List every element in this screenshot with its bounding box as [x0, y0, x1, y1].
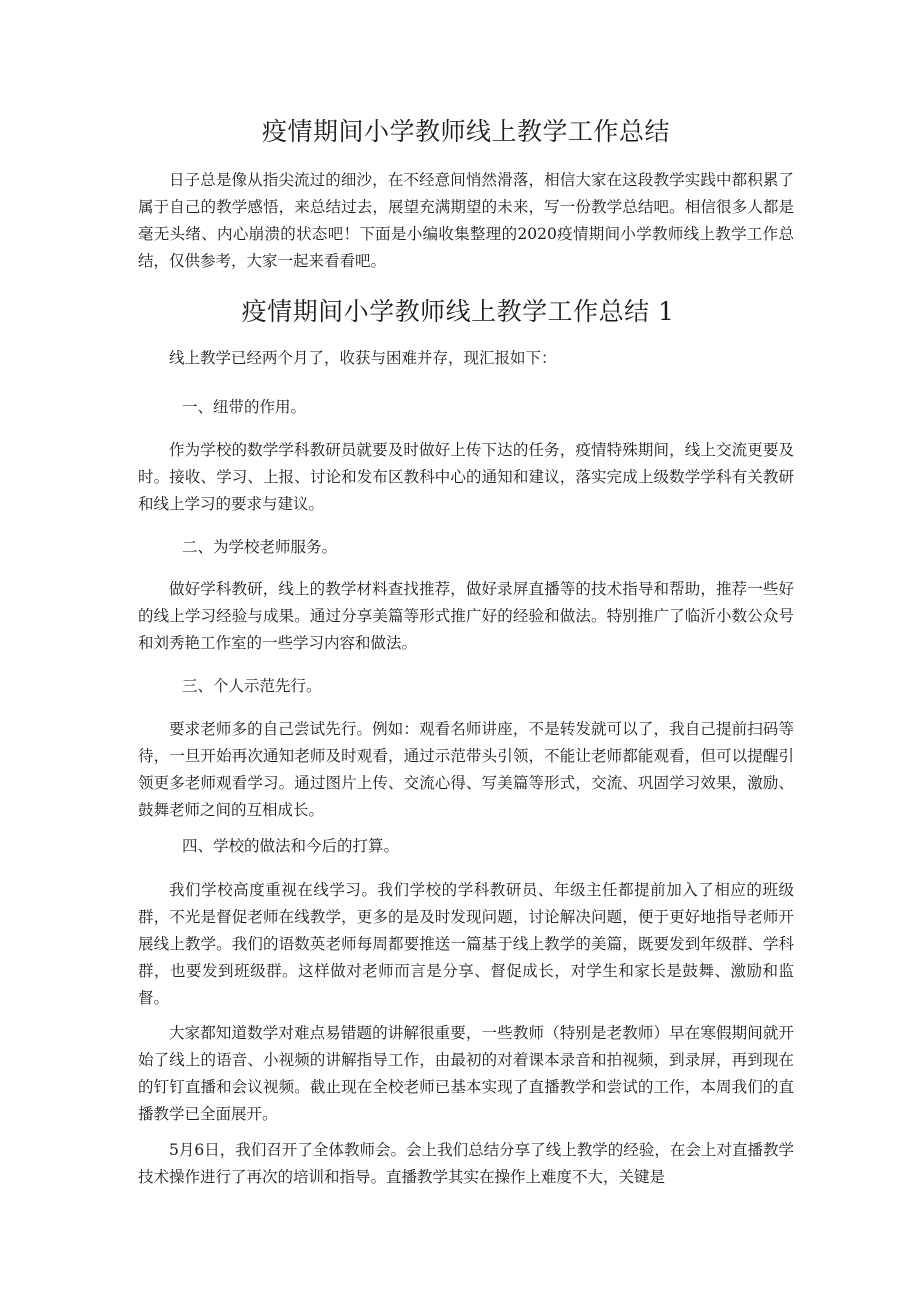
heading-4: 四、学校的做法和今后的打算。 [182, 837, 400, 855]
paragraph-5: 大家都知道数学对难点易错题的讲解很重要，一些教师（特别是老教师）早在寒假期间就开始了线上的语音、小视频的讲解指导工作，由最初的对着课本录音和拍视频，到录屏，再到现在的钉钉直播和会议视频。截止现在全校老师已基本实现了直播教学和尝试的工作，本周我们的直播教学已全面展开。 [138, 1024, 794, 1123]
heading-1: 一、纽带的作用。 [182, 398, 307, 416]
section-title: 疫情期间小学教师线上教学工作总结 1 [241, 297, 675, 326]
opening-paragraph: 线上教学已经两个月了，收获与困难并存，现汇报如下： [169, 349, 557, 367]
paragraph-4: 我们学校高度重视在线学习。我们学校的学科教研员、年级主任都提前加入了相应的班级群，不光是督促老师在线教学，更多的是及时发现问题，讨论解决问题，便于更好地指导老师开展线上教学。我们的语数英老师每周都要推送一篇基于线上教学的美篇，既要发到年级群、学科群，也要发到班级群。这样做对老师而言是分享、督促成长，对学生和家长是鼓舞、激励和监督。 [138, 881, 794, 1007]
paragraph-3: 要求老师多的自己尝试先行。例如：观看名师讲座，不是转发就可以了，我自己提前扫码等待，一旦开始再次通知老师及时观看，通过示范带头引领，不能让老师都能观看，但可以提醒引领更多老师观看学习。通过图片上传、交流心得、写美篇等形式，交流、巩固学习效果，激励、鼓舞老师之间的互相成长。 [138, 720, 794, 819]
paragraph-1: 作为学校的数学学科教研员就要及时做好上传下达的任务，疫情特殊期间，线上交流更要及时。接收、学习、上报、讨论和发布区教科中心的通知和建议，落实完成上级数学学科有关教研和线上学习的要求与建议。 [138, 441, 794, 513]
heading-2: 二、为学校老师服务。 [182, 538, 338, 556]
heading-3: 三、个人示范先行。 [182, 677, 322, 695]
document-title: 疫情期间小学教师线上教学工作总结 [261, 117, 670, 146]
paragraph-2: 做好学科教研，线上的教学材料查找推荐，做好录屏直播等的技术指导和帮助，推荐一些好的线上学习经验与成果。通过分享美篇等形式推广好的经验和做法。特别推广了临沂小数公众号和刘秀艳工作室的一些学习内容和做法。 [138, 580, 794, 652]
paragraph-6: 5月6日，我们召开了全体教师会。会上我们总结分享了线上教学的经验，在会上对直播教学技术操作进行了再次的培训和指导。直播教学其实在操作上难度不大，关键是 [138, 1141, 794, 1186]
intro-paragraph: 日子总是像从指尖流过的细沙，在不经意间悄然滑落，相信大家在这段教学实践中都积累了属于自己的教学感悟，来总结过去，展望充满期望的未来，写一份教学总结吧。相信很多人都是毫无头绪、内心崩溃的状态吧！下面是小编收集整理的2020疫情期间小学教师线上教学工作总结，仅供参考，大家一起来看看吧。 [138, 171, 794, 270]
